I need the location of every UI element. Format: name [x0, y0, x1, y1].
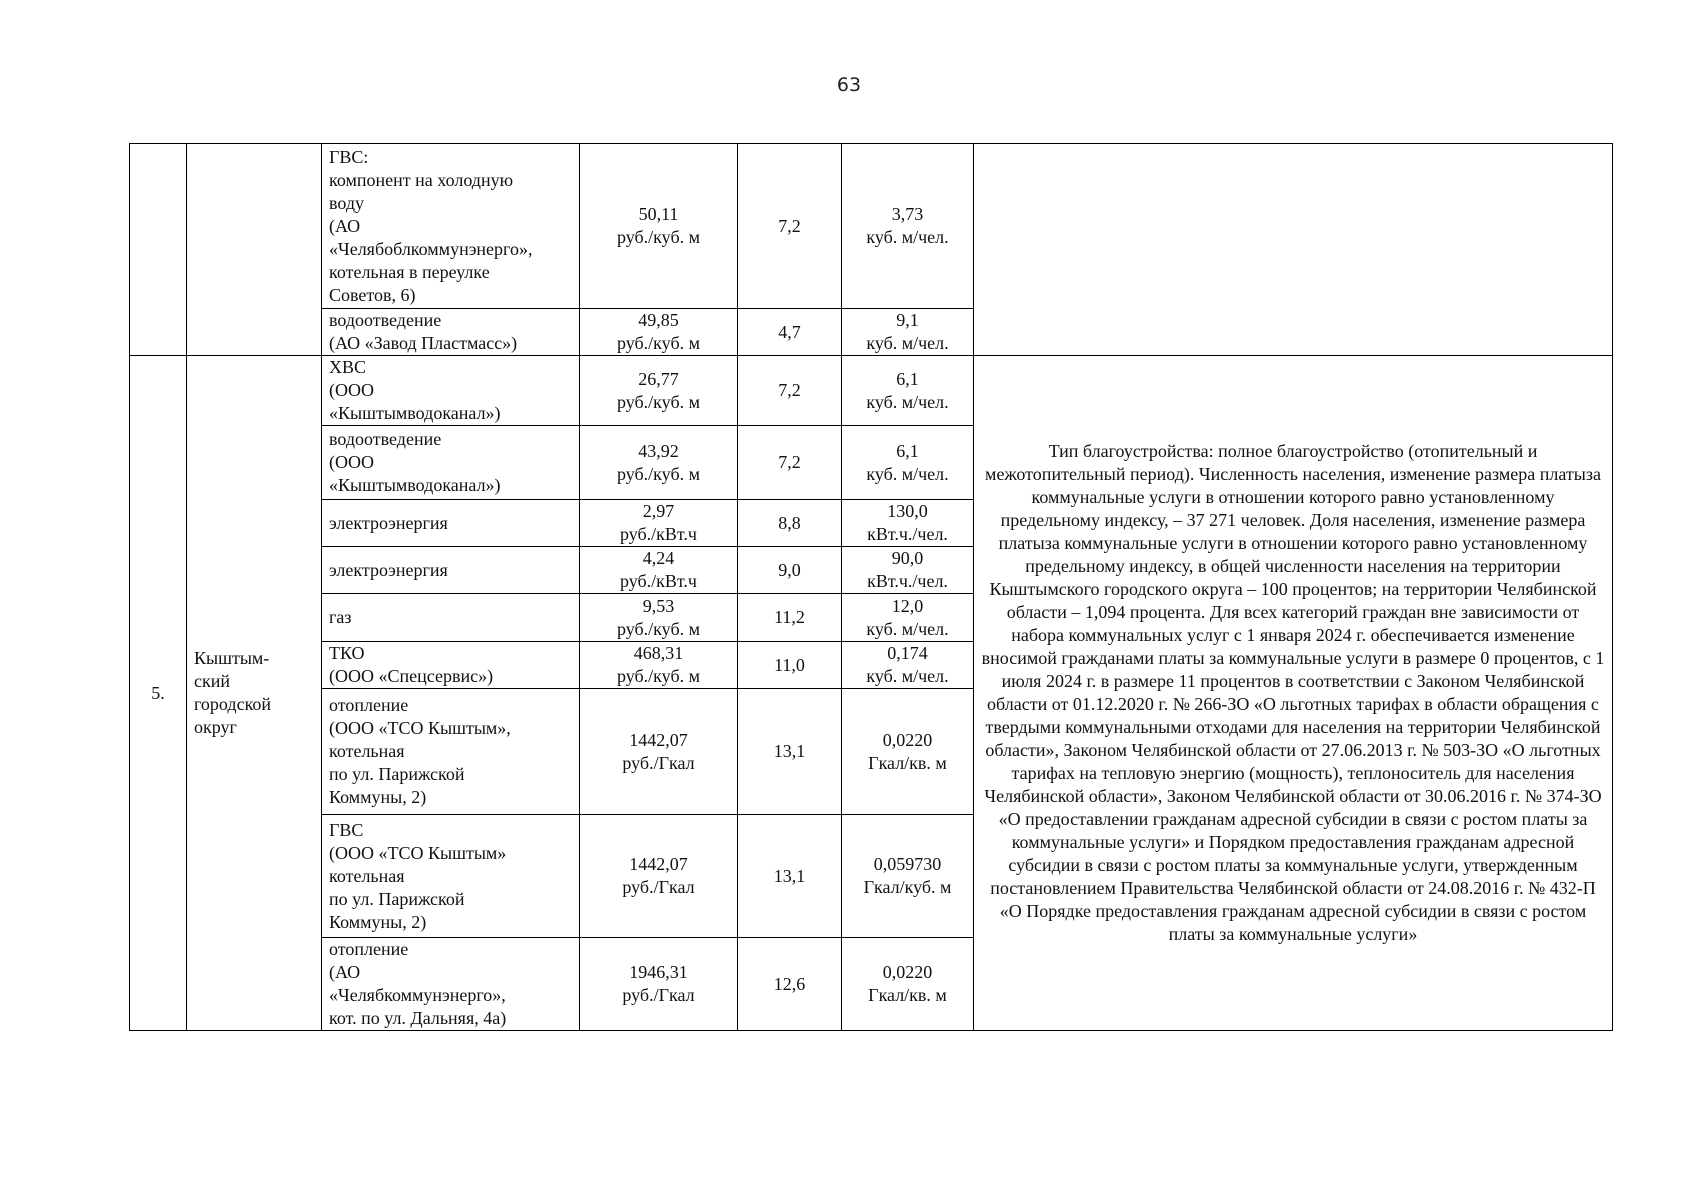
tariff-cell: [580, 594, 738, 642]
service-line: электроэнергия: [329, 559, 448, 580]
service-cell: [322, 356, 580, 426]
index-value: 7,2: [778, 452, 801, 472]
index-value: 9,0: [778, 559, 801, 580]
service-cell: [322, 938, 580, 1031]
service-line: Коммуны, 2): [329, 787, 427, 807]
tariff-line: руб./куб. м: [617, 227, 700, 247]
service-line: водоотведение: [329, 429, 442, 449]
tariff-cell: [580, 938, 738, 1031]
volume-line: куб. м/чел.: [866, 463, 949, 484]
service-line: (ООО «ТСО Кыштым»,: [329, 718, 511, 738]
tariff-cell: [580, 309, 738, 356]
index-value: 4,7: [778, 321, 801, 342]
volume-line: куб. м/чел.: [866, 227, 949, 247]
note-cell: [974, 144, 1613, 356]
service-line: компонент на холодную: [329, 169, 514, 190]
service-line: газ: [329, 607, 352, 627]
tariff-line: руб./Гкал: [622, 877, 695, 897]
tariff-line: 1442,07: [629, 854, 688, 874]
tariff-line: 49,85: [638, 310, 679, 330]
index-value: 11,2: [774, 607, 805, 627]
service-line: (ООО «Спецсервис»): [329, 666, 494, 686]
index-value: 13,1: [773, 741, 806, 761]
volume-line: 0,0220: [882, 729, 933, 750]
service-line: по ул. Парижской: [329, 888, 465, 909]
tariff-line: 50,11: [638, 204, 679, 224]
service-cell: [322, 144, 580, 309]
volume-cell: [842, 500, 974, 547]
service-line: котельная в переулке: [329, 261, 490, 282]
index-cell: [738, 144, 842, 309]
service-cell: [322, 547, 580, 594]
tariff-cell: [580, 500, 738, 547]
service-line: (АО: [329, 962, 361, 982]
tariff-line: руб./кВт.ч: [619, 524, 697, 544]
index-cell: [738, 426, 842, 500]
service-line: ГВС:: [329, 146, 369, 167]
volume-line: куб. м/чел.: [866, 618, 949, 639]
note-cell: [974, 356, 1613, 1031]
tariff-cell: [580, 426, 738, 500]
index-cell: [738, 642, 842, 689]
index-value: 11,0: [774, 654, 805, 675]
service-line: по ул. Парижской: [329, 764, 465, 784]
row-number: 5.: [151, 682, 165, 703]
index-value: 8,8: [778, 512, 801, 533]
tariff-table: [129, 143, 1613, 1031]
volume-line: 9,1: [896, 310, 919, 330]
tariff-line: 1442,07: [629, 729, 688, 750]
table-row: [130, 144, 1613, 309]
service-cell: [322, 309, 580, 356]
volume-line: 12,0: [891, 595, 924, 616]
service-line: Коммуны, 2): [329, 911, 427, 932]
service-line: «Кыштымводоканал»): [329, 403, 501, 423]
row-number-cell: [130, 144, 187, 356]
tariff-line: руб./куб. м: [617, 666, 700, 686]
volume-line: куб. м/чел.: [866, 333, 949, 353]
district-name-line: городской: [194, 694, 272, 714]
service-line: отопление: [329, 695, 409, 715]
service-line: котельная: [329, 741, 405, 761]
volume-cell: [842, 356, 974, 426]
table-body: [130, 144, 1613, 1031]
index-value: 7,2: [778, 380, 801, 400]
row-number-cell: [130, 356, 187, 1031]
volume-line: куб. м/чел.: [866, 666, 949, 686]
tariff-line: 26,77: [638, 368, 679, 389]
service-line: электроэнергия: [329, 512, 448, 533]
index-value: 13,1: [773, 865, 806, 886]
service-line: (ООО «ТСО Кыштым»: [329, 842, 507, 863]
tariff-line: руб./куб. м: [617, 333, 700, 353]
page-number: 63: [836, 74, 862, 96]
volume-cell: [842, 426, 974, 500]
volume-line: 3,73: [891, 204, 924, 224]
tariff-cell: [580, 356, 738, 426]
district-name-line: Кыштым-: [194, 648, 270, 668]
service-line: водоотведение: [329, 310, 442, 330]
volume-cell: [842, 594, 974, 642]
index-cell: [738, 938, 842, 1031]
service-line: ГВС: [329, 819, 364, 840]
service-line: «Кыштымводоканал»): [329, 475, 501, 495]
volume-line: кВт.ч./чел.: [867, 524, 948, 544]
service-cell: [322, 500, 580, 547]
index-cell: [738, 356, 842, 426]
service-cell: [322, 815, 580, 938]
volume-line: Гкал/кв. м: [868, 985, 947, 1005]
volume-line: 0,059730: [873, 854, 942, 874]
index-cell: [738, 547, 842, 594]
tariff-line: руб./куб. м: [617, 391, 700, 412]
service-line: кот. по ул. Дальняя, 4а): [329, 1008, 507, 1028]
volume-line: Гкал/кв. м: [868, 752, 947, 773]
service-line: (ООО: [329, 380, 374, 400]
tariff-line: руб./куб. м: [617, 463, 700, 484]
tariff-line: 43,92: [638, 440, 679, 461]
volume-line: Гкал/куб. м: [863, 877, 952, 897]
tariff-cell: [580, 689, 738, 815]
volume-line: 6,1: [896, 368, 919, 389]
service-line: «Челябкоммунэнерго»,: [329, 985, 506, 1005]
tariff-cell: [580, 815, 738, 938]
service-line: «Челябоблкоммунэнерго»,: [329, 238, 533, 259]
volume-cell: [842, 938, 974, 1031]
volume-cell: [842, 642, 974, 689]
volume-cell: [842, 309, 974, 356]
tariff-line: руб./Гкал: [622, 752, 695, 773]
table-row: [130, 356, 1613, 426]
service-cell: [322, 426, 580, 500]
service-line: ХВС: [329, 357, 367, 377]
volume-line: кВт.ч./чел.: [867, 571, 948, 591]
index-cell: [738, 309, 842, 356]
volume-line: 0,174: [887, 643, 928, 663]
district-cell: [187, 144, 322, 356]
service-line: воду: [329, 192, 365, 213]
tariff-cell: [580, 547, 738, 594]
service-line: (АО: [329, 215, 361, 236]
tariff-line: 4,24: [642, 548, 675, 568]
index-cell: [738, 689, 842, 815]
volume-line: куб. м/чел.: [866, 391, 949, 412]
district-name-line: округ: [194, 717, 237, 737]
service-line: (ООО: [329, 452, 374, 472]
tariff-line: руб./Гкал: [622, 985, 695, 1005]
volume-cell: [842, 815, 974, 938]
volume-line: 6,1: [896, 440, 919, 461]
tariff-cell: [580, 642, 738, 689]
tariff-line: 468,31: [633, 643, 684, 663]
service-line: Советов, 6): [329, 284, 416, 305]
index-value: 12,6: [773, 973, 806, 994]
volume-cell: [842, 144, 974, 309]
service-line: отопление: [329, 939, 409, 959]
tariff-cell: [580, 144, 738, 309]
service-line: ТКО: [329, 643, 365, 663]
tariff-line: руб./кВт.ч: [619, 571, 697, 591]
tariff-line: 1946,31: [629, 962, 688, 982]
volume-line: 0,0220: [882, 962, 933, 982]
tariff-line: 9,53: [642, 595, 675, 616]
volume-cell: [842, 547, 974, 594]
service-cell: [322, 594, 580, 642]
index-cell: [738, 594, 842, 642]
index-cell: [738, 500, 842, 547]
index-value: 7,2: [778, 215, 801, 236]
tariff-line: 2,97: [642, 501, 675, 521]
service-line: котельная: [329, 865, 405, 886]
volume-line: 130,0: [887, 501, 928, 521]
service-line: (АО «Завод Пластмасс»): [329, 333, 518, 353]
service-cell: [322, 689, 580, 815]
district-cell: [187, 356, 322, 1031]
note-text: Тип благоустройства: полное благоустройство (отопительный и межотопительный период). Численность населения, изменение размера платыза коммунальные услуги в отношении которого равно установленному предельному индексу, – 37 271 человек. Доля населения, изменение размера платыза коммунальные услуги в отношении которого равно установленному предельному индексу, в общей численности населения на территории Кыштымского городского округа – 100 процентов; на территории Челябинской области – 1,094 процента. Для всех категорий граждан вне зависимости от набора коммунальных услуг с 1 января 2024 г. обеспечивается изменение вносимой гражданами платы за коммунальные услуги в размере 0 процентов, с 1 июля 2024 г. в размере 11 процентов в соответствии с Законом Челябинской области от 01.12.2020 г. № 266-ЗО «О льготных тарифах в области обращения с твердыми коммунальными отходами для населения на территории Челябинской области», Законом Челябинской области от 27.06.2013 г. № 503-ЗО «О льготных тарифах на тепловую энергию (мощность), теплоноситель для населения Челябинской области», Законом Челябинской области от 30.06.2016 г. № 374-ЗО «О предоставлении гражданам адресной субсидии в связи с ростом платы за коммунальные услуги» и Порядком предоставления гражданам адресной субсидии в связи с ростом платы за коммунальные услуги, утвержденным постановлением Правительства Челябинской области от 24.08.2016 г. № 432-П «О Порядке предоставления гражданам адресной субсидии в связи с ростом платы за коммунальные услуги»: [981, 441, 1605, 944]
district-name-line: ский: [194, 671, 230, 691]
volume-line: 90,0: [891, 548, 924, 568]
tariff-line: руб./куб. м: [617, 618, 700, 639]
index-cell: [738, 815, 842, 938]
service-cell: [322, 642, 580, 689]
volume-cell: [842, 689, 974, 815]
